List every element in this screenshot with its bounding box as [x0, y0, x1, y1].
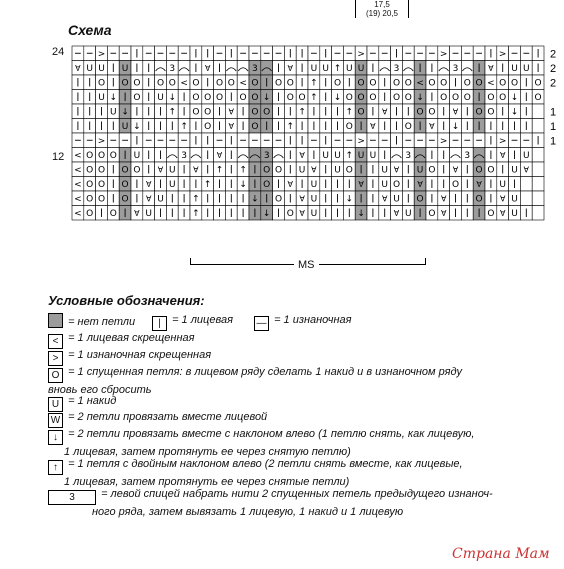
- stitch-symbol: O: [215, 93, 224, 103]
- stitch-symbol: ↑: [180, 122, 188, 132]
- stitch-symbol: ↑: [310, 93, 318, 103]
- legend-item-yarn-over: U = 1 накид: [48, 394, 116, 412]
- stitch-symbol: <: [74, 151, 82, 161]
- dropped-stitch-icon: O: [48, 368, 63, 383]
- stitch-symbol: ↑: [168, 107, 177, 118]
- stitch-symbol: U: [310, 180, 318, 190]
- stitch-symbol: ↓: [451, 122, 460, 132]
- stitch-symbol: O: [204, 93, 212, 103]
- stitch-symbol: O: [86, 151, 94, 161]
- stitch-symbol: O: [121, 194, 129, 205]
- stitch-symbol: <: [74, 180, 82, 190]
- stitch-symbol: U: [98, 64, 105, 74]
- stitch-symbol: ↑: [345, 151, 354, 161]
- stitch-symbol: ∀: [381, 107, 388, 117]
- row-label-24: 24: [52, 46, 65, 58]
- stitch-symbol: O: [86, 194, 94, 205]
- legend-item-k2tog: W = 2 петли провязать вместе лицевой: [48, 410, 267, 428]
- stitch-symbol: U: [169, 165, 176, 176]
- stitch-symbol: U: [523, 151, 530, 161]
- stitch-symbol: O: [263, 180, 271, 190]
- stitch-symbol: <: [74, 165, 82, 176]
- stitch-symbol: O: [487, 209, 495, 219]
- chart-cell: [532, 119, 544, 134]
- stitch-symbol: U: [393, 194, 400, 205]
- stitch-symbol: ↓: [168, 93, 177, 103]
- stitch-symbol: O: [357, 107, 365, 118]
- stitch-symbol: U: [523, 64, 530, 74]
- chart-cell: [532, 206, 544, 221]
- stitch-symbol: U: [98, 93, 105, 103]
- legend-continuation-double: 1 лицевая, затем протянуть ее через снятые петли): [64, 476, 350, 488]
- stitch-symbol: ∀: [358, 180, 364, 189]
- chart-cell: [520, 177, 532, 192]
- stitch-symbol: O: [274, 194, 283, 205]
- stitch-symbol: 3: [169, 64, 176, 74]
- row-end-label: 2: [550, 48, 557, 61]
- stitch-symbol: <: [180, 78, 188, 89]
- stitch-symbol: O: [86, 209, 94, 219]
- purl-crossed-icon: >: [48, 351, 63, 366]
- stitch-symbol: U: [121, 122, 129, 132]
- stitch-symbol: O: [499, 78, 507, 89]
- knit-symbol-icon: |: [152, 316, 167, 331]
- stitch-symbol: O: [463, 93, 471, 103]
- legend-continuation-ssk: 1 лицевая, затем протянуть ее через снятую петлю): [64, 446, 351, 458]
- stitch-symbol: O: [86, 165, 94, 176]
- row-end-label: 1: [550, 135, 557, 148]
- stitch-symbol: O: [192, 93, 200, 103]
- legend-item-purl-crossed: > = 1 изнаночная скрещенная: [48, 348, 211, 366]
- stitch-symbol: O: [97, 180, 106, 190]
- stitch-symbol: O: [487, 93, 495, 103]
- stitch-symbol: U: [322, 64, 329, 74]
- stitch-symbol: O: [487, 165, 495, 176]
- legend-item-no-stitch: = нет петли: [48, 313, 135, 330]
- stitch-symbol: ∀: [193, 165, 199, 175]
- chart-cell: [532, 177, 544, 192]
- stitch-symbol: O: [168, 78, 176, 89]
- stitch-symbol: ↓: [357, 209, 365, 219]
- stitch-symbol: ↑: [286, 122, 295, 132]
- stitch-symbol: ∀: [134, 209, 140, 218]
- stitch-symbol: U: [322, 151, 329, 161]
- stitch-symbol: 3: [393, 64, 400, 74]
- stitch-symbol: <: [416, 78, 424, 89]
- stitch-symbol: ∀: [299, 194, 305, 204]
- stitch-symbol: ∀: [476, 180, 482, 189]
- stitch-symbol: O: [416, 107, 424, 118]
- stitch-symbol: O: [109, 209, 117, 219]
- stitch-symbol: O: [204, 107, 212, 118]
- stitch-symbol: ↓: [262, 209, 271, 219]
- stitch-symbol: O: [121, 78, 129, 89]
- stitch-symbol: ↓: [510, 93, 519, 103]
- stitch-symbol: O: [286, 78, 294, 89]
- stitch-symbol: ↓: [133, 122, 141, 132]
- stitch-symbol: ∀: [429, 122, 435, 131]
- stitch-symbol: O: [251, 122, 259, 132]
- chart-cell: [532, 148, 544, 163]
- knit-crossed-icon: <: [48, 334, 63, 349]
- stitch-symbol: U: [334, 165, 341, 176]
- row-end-label: 1: [550, 106, 557, 119]
- legend-continuation-three: ного ряда, затем вывязать 1 лицевую, 1 накид и 1 лицевую: [92, 506, 404, 518]
- stitch-symbol: O: [357, 93, 365, 103]
- stitch-symbol: ↑: [215, 165, 224, 176]
- stitch-symbol: O: [392, 93, 401, 103]
- stitch-symbol: O: [404, 93, 412, 103]
- stitch-symbol: ↓: [333, 93, 342, 103]
- stitch-symbol: O: [156, 78, 165, 89]
- stitch-symbol: O: [416, 194, 424, 205]
- stitch-symbol: O: [86, 180, 94, 190]
- stitch-symbol: U: [499, 180, 506, 190]
- stitch-symbol: >: [439, 49, 448, 60]
- stitch-symbol: O: [475, 194, 483, 205]
- stitch-symbol: ∀: [381, 194, 388, 204]
- stitch-symbol: O: [428, 165, 436, 176]
- stitch-symbol: >: [498, 49, 507, 60]
- stitch-symbol: ↓: [345, 194, 354, 205]
- stitch-symbol: U: [310, 194, 318, 205]
- stitch-symbol: ↓: [239, 180, 247, 190]
- stitch-symbol: O: [440, 93, 448, 103]
- stitch-symbol: O: [357, 78, 365, 89]
- stitch-symbol: U: [169, 180, 176, 190]
- stitch-symbol: U: [298, 165, 306, 176]
- stitch-symbol: ∀: [499, 151, 506, 160]
- stitch-symbol: O: [369, 78, 377, 89]
- stitch-symbol: O: [534, 78, 542, 89]
- stitch-symbol: O: [274, 165, 283, 176]
- stitch-symbol: ∀: [393, 209, 400, 218]
- stitch-symbol: ↓: [262, 93, 271, 103]
- stitch-symbol: U: [86, 64, 93, 74]
- chart-cell: [532, 162, 544, 177]
- stitch-symbol: O: [133, 93, 141, 103]
- stitch-symbol: U: [369, 151, 377, 161]
- chart-cell: [532, 191, 544, 206]
- stitch-symbol: U: [511, 165, 518, 176]
- stitch-symbol: ↓: [510, 107, 519, 118]
- stitch-symbol: 3: [252, 64, 258, 74]
- stitch-symbol: ↓: [251, 194, 259, 205]
- stitch-symbol: O: [404, 78, 412, 89]
- stitch-symbol: ∀: [287, 64, 294, 73]
- stitch-symbol: ∀: [499, 194, 506, 204]
- stitch-symbol: ∀: [499, 209, 506, 218]
- stitch-symbol: ∀: [299, 209, 305, 218]
- stitch-symbol: O: [475, 165, 483, 176]
- stitch-symbol: >: [97, 49, 106, 60]
- stitch-symbol: U: [416, 165, 424, 176]
- stitch-symbol: U: [381, 165, 388, 176]
- stitch-symbol: O: [345, 93, 353, 103]
- stitch-symbol: ∀: [523, 165, 530, 175]
- stitch-symbol: O: [428, 209, 436, 219]
- stitch-symbol: ∀: [145, 180, 152, 189]
- stitch-symbol: O: [345, 122, 353, 132]
- stitch-symbol: O: [392, 78, 401, 89]
- arrow-up-icon: ↑: [48, 460, 63, 475]
- scheme-title: Схема: [68, 22, 112, 38]
- stitch-symbol: 3: [181, 151, 187, 161]
- stitch-symbol: O: [510, 78, 519, 89]
- stitch-symbol: O: [499, 93, 507, 103]
- stitch-symbol: O: [345, 165, 353, 176]
- stitch-symbol: 3: [263, 151, 270, 161]
- purl-symbol-icon: —: [254, 316, 269, 331]
- stitch-symbol: U: [381, 180, 388, 190]
- legend-item-ssk: ↓ = 2 петли провязать вместе с наклоном влево (1 петлю снять, как лицевую, 1 лицевая, затем протянуть ее через снятую петлю): [48, 427, 474, 460]
- stitch-symbol: 3: [405, 151, 412, 161]
- stitch-symbol: O: [263, 107, 271, 118]
- stitch-symbol: ∀: [370, 122, 376, 131]
- stitch-symbol: ∀: [157, 165, 164, 175]
- stitch-symbol: ∀: [452, 165, 459, 175]
- repeat-label: MS: [294, 259, 319, 271]
- stitch-symbol: U: [346, 64, 353, 74]
- stitch-symbol: U: [145, 209, 152, 219]
- stitch-symbol: O: [109, 151, 117, 161]
- stitch-symbol: <: [239, 78, 247, 89]
- stitch-symbol: O: [215, 78, 224, 89]
- stitch-symbol: ↑: [310, 78, 318, 89]
- stitch-symbol: ↓: [416, 93, 424, 103]
- row-end-label: 2: [550, 63, 557, 75]
- stitch-symbol: O: [463, 78, 471, 89]
- stitch-symbol: ↑: [203, 180, 212, 190]
- stitch-symbol: >: [357, 49, 365, 60]
- knitting-chart: [0, 0, 564, 260]
- stitch-symbol: O: [451, 93, 460, 103]
- chart-cell: [532, 104, 544, 119]
- stitch-symbol: U: [310, 64, 318, 74]
- watermark-logo: Страна Мам: [452, 546, 550, 562]
- stitch-symbol: ∀: [417, 180, 423, 189]
- stitch-symbol: ↑: [345, 107, 354, 118]
- stitch-symbol: O: [475, 78, 483, 89]
- stitch-symbol: O: [97, 194, 106, 205]
- stitch-symbol: >: [97, 136, 106, 147]
- stitch-symbol: ↑: [239, 165, 247, 176]
- stitch-symbol: U: [511, 64, 518, 74]
- stitch-symbol: U: [405, 209, 412, 219]
- stitch-symbol: <: [487, 78, 495, 89]
- stitch-symbol: O: [251, 78, 259, 89]
- stitch-symbol: O: [286, 209, 294, 219]
- stitch-symbol: U: [157, 194, 164, 205]
- stitch-symbol: U: [357, 64, 365, 74]
- stitch-symbol: >: [357, 136, 365, 147]
- stitch-symbol: ∀: [228, 107, 235, 117]
- stitch-symbol: O: [227, 78, 235, 89]
- stitch-symbol: ↑: [298, 107, 306, 118]
- width-dimension-alt: (19) 20,5: [365, 9, 399, 18]
- stitch-symbol: ∀: [204, 64, 211, 73]
- legend-item-knit: | = 1 лицевая: [152, 313, 233, 331]
- stitch-symbol: O: [298, 93, 306, 103]
- stitch-symbol: O: [204, 122, 212, 132]
- stitch-symbol: O: [392, 180, 401, 190]
- stitch-symbol: ∀: [311, 165, 317, 175]
- yarn-over-icon: U: [48, 397, 63, 412]
- stitch-symbol: O: [534, 93, 542, 103]
- stitch-symbol: 3: [452, 64, 459, 74]
- stitch-symbol: ∀: [75, 64, 81, 73]
- stitch-symbol: ∀: [440, 209, 447, 218]
- stitch-symbol: O: [97, 165, 106, 176]
- stitch-symbol: ∀: [452, 107, 459, 117]
- stitch-symbol: <: [74, 209, 82, 219]
- stitch-symbol: ↑: [192, 194, 200, 205]
- stitch-symbol: O: [239, 93, 247, 103]
- stitch-symbol: ↓: [121, 107, 129, 118]
- legend-title: Условные обозначения:: [48, 293, 205, 308]
- legend-item-purl: — = 1 изнаночная: [254, 313, 352, 331]
- stitch-symbol: ∀: [216, 151, 223, 160]
- stitch-symbol: U: [334, 151, 341, 161]
- stitch-symbol: U: [310, 209, 318, 219]
- stitch-symbol: O: [487, 107, 495, 118]
- stitch-symbol: O: [274, 78, 283, 89]
- repeat-bracket: [190, 256, 426, 270]
- stitch-symbol: O: [97, 78, 106, 89]
- stitch-symbol: ∀: [299, 151, 305, 160]
- stitch-symbol: <: [74, 194, 82, 205]
- stitch-symbol: ∀: [228, 122, 235, 131]
- legend-item-dropped-stitch: O = 1 спущенная петля: в лицевом ряду сделать 1 накид и в изнаночном ряду вновь его сбросить: [48, 366, 462, 396]
- stitch-symbol: O: [428, 78, 436, 89]
- stitch-symbol: O: [428, 107, 436, 118]
- legend-item-knit-crossed: < = 1 лицевая скрещенная: [48, 331, 195, 349]
- legend-item-three: 3 = левой спицей набрать нити 2 спущенных петель предыдущего изнаноч- ного ряда, затем вывязать 1 лицевую, 1 накид и 1 лицевую: [48, 487, 493, 520]
- stitch-symbol: ↑: [192, 209, 200, 219]
- stitch-symbol: O: [333, 78, 342, 89]
- stitch-symbol: ∀: [488, 64, 494, 73]
- stitch-symbol: O: [192, 107, 200, 118]
- stitch-symbol: O: [121, 180, 129, 190]
- three-cross-icon: 3: [48, 490, 96, 505]
- stitch-symbol: ∀: [440, 194, 447, 204]
- arrow-down-icon: ↓: [48, 430, 63, 445]
- k2tog-icon: W: [48, 413, 63, 428]
- stitch-symbol: U: [121, 64, 129, 74]
- stitch-symbol: U: [133, 151, 141, 161]
- stitch-symbol: U: [511, 194, 518, 205]
- stitch-symbol: O: [440, 78, 448, 89]
- stitch-symbol: O: [451, 180, 460, 190]
- row-label-12: 12: [52, 151, 65, 163]
- stitch-symbol: 3: [464, 151, 471, 161]
- stitch-symbol: O: [121, 165, 129, 176]
- stitch-symbol: U: [157, 93, 164, 103]
- stitch-symbol: O: [404, 122, 412, 132]
- stitch-symbol: O: [263, 165, 271, 176]
- stitch-symbol: U: [511, 209, 518, 219]
- stitch-symbol: ∀: [393, 165, 400, 175]
- stitch-symbol: ↓: [109, 93, 118, 103]
- stitch-symbol: U: [110, 107, 117, 118]
- legend-item-double-decrease: ↑ = 1 петля с двойным наклоном влево (2 петли снять вместе, как лицевые, 1 лицевая, затем протянуть ее через снятые петли): [48, 457, 463, 490]
- stitch-symbol: O: [251, 107, 259, 118]
- stitch-symbol: O: [192, 78, 200, 89]
- legend-continuation-dropped: вновь его сбросить: [48, 384, 152, 396]
- stitch-symbol: O: [369, 93, 377, 103]
- stitch-symbol: O: [133, 165, 141, 176]
- width-dimension-main: 17,5: [374, 0, 390, 9]
- stitch-symbol: O: [251, 93, 259, 103]
- row-end-label: 1: [550, 121, 557, 133]
- gray-square-icon: [48, 313, 63, 328]
- stitch-symbol: O: [133, 78, 141, 89]
- stitch-symbol: ∀: [287, 180, 294, 189]
- stitch-symbol: U: [357, 151, 365, 161]
- row-end-label: 2: [550, 77, 557, 90]
- stitch-symbol: ↑: [333, 64, 342, 74]
- stitch-symbol: O: [475, 107, 483, 118]
- stitch-symbol: ∀: [145, 194, 152, 204]
- stitch-symbol: O: [97, 151, 106, 161]
- chart-cell: [520, 191, 532, 206]
- stitch-symbol: O: [286, 93, 294, 103]
- stitch-symbol: >: [439, 136, 448, 147]
- stitch-symbol: >: [498, 136, 507, 147]
